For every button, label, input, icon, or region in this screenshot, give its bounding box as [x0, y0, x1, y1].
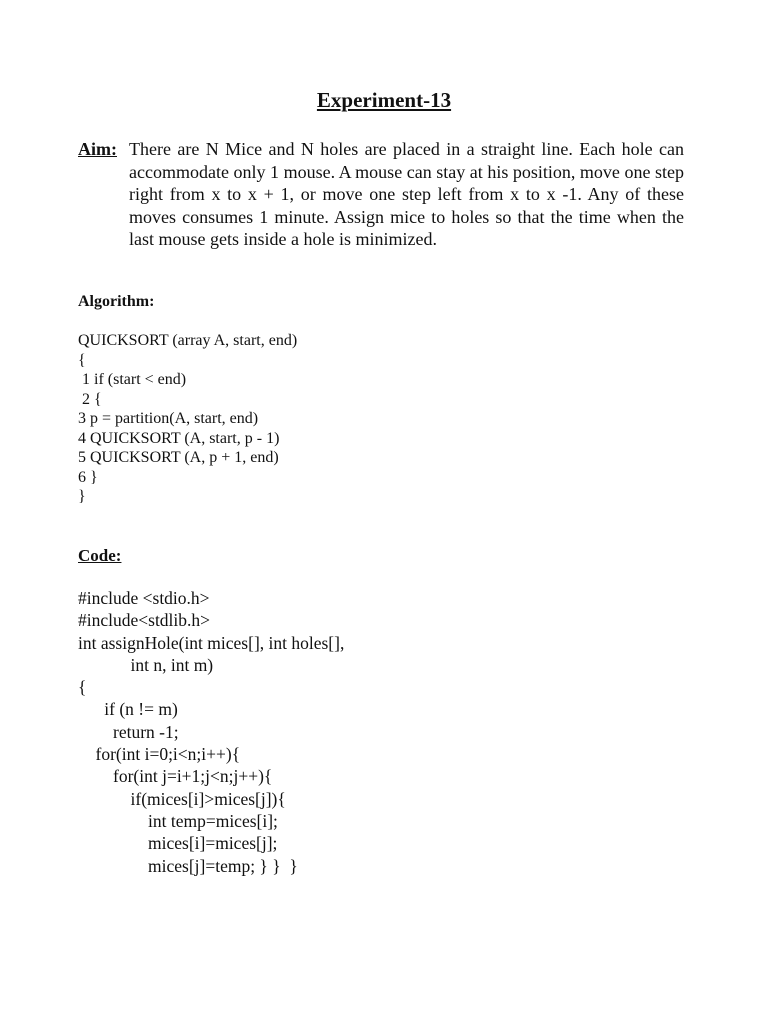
aim-section	[78, 138, 684, 251]
code-line: if (n != m)	[78, 699, 178, 720]
code-line: if(mices[i]>mices[j]){	[78, 788, 286, 809]
algorithm-line: 6 }	[78, 468, 98, 486]
code-heading: Code:	[78, 546, 122, 565]
code-line: int assignHole(int mices[], int holes[],	[78, 632, 345, 653]
code-line: #include <stdio.h>	[78, 588, 210, 608]
aim-label: Aim:	[78, 139, 117, 159]
algorithm-block	[78, 331, 297, 507]
page-title: Experiment-13	[316, 88, 452, 112]
algorithm-line: 1 if (start < end)	[78, 371, 187, 388]
code-line: int n, int m)	[78, 654, 214, 675]
algorithm-line: 3 p = partition(A, start, end)	[78, 410, 259, 427]
code-line: mices[j]=temp; } } }	[78, 855, 298, 876]
algorithm-line: }	[78, 488, 86, 505]
code-line: for(int i=0;i<n;i++){	[78, 744, 241, 765]
algorithm-line: 5 QUICKSORT (A, p + 1, end)	[78, 449, 279, 466]
code-block	[78, 587, 344, 877]
code-line: return -1;	[78, 721, 179, 742]
code-line: int temp=mices[i];	[78, 810, 278, 831]
code-line: {	[78, 677, 87, 698]
algorithm-line: QUICKSORT (array A, start, end)	[78, 332, 298, 349]
aim-text: There are N Mice and N holes are placed in a straight line. Each hole can accommodate only 1 mouse. A mouse can stay at his position, move one step right from x to x + 1, or move one step left from x to x -1. Any of these moves consumes 1 minute. Assign mice to holes so that the time when the last mouse gets inside a hole is minimized.	[129, 139, 684, 250]
algorithm-line: 4 QUICKSORT (A, start, p - 1)	[78, 429, 280, 447]
algorithm-heading: Algorithm:	[78, 293, 155, 310]
algorithm-line: {	[78, 351, 86, 369]
code-line: #include<stdlib.h>	[78, 610, 211, 631]
code-line: for(int j=i+1;j<n;j++){	[78, 766, 273, 787]
algorithm-line: 2 {	[78, 390, 102, 408]
code-line: mices[i]=mices[j];	[78, 833, 278, 854]
